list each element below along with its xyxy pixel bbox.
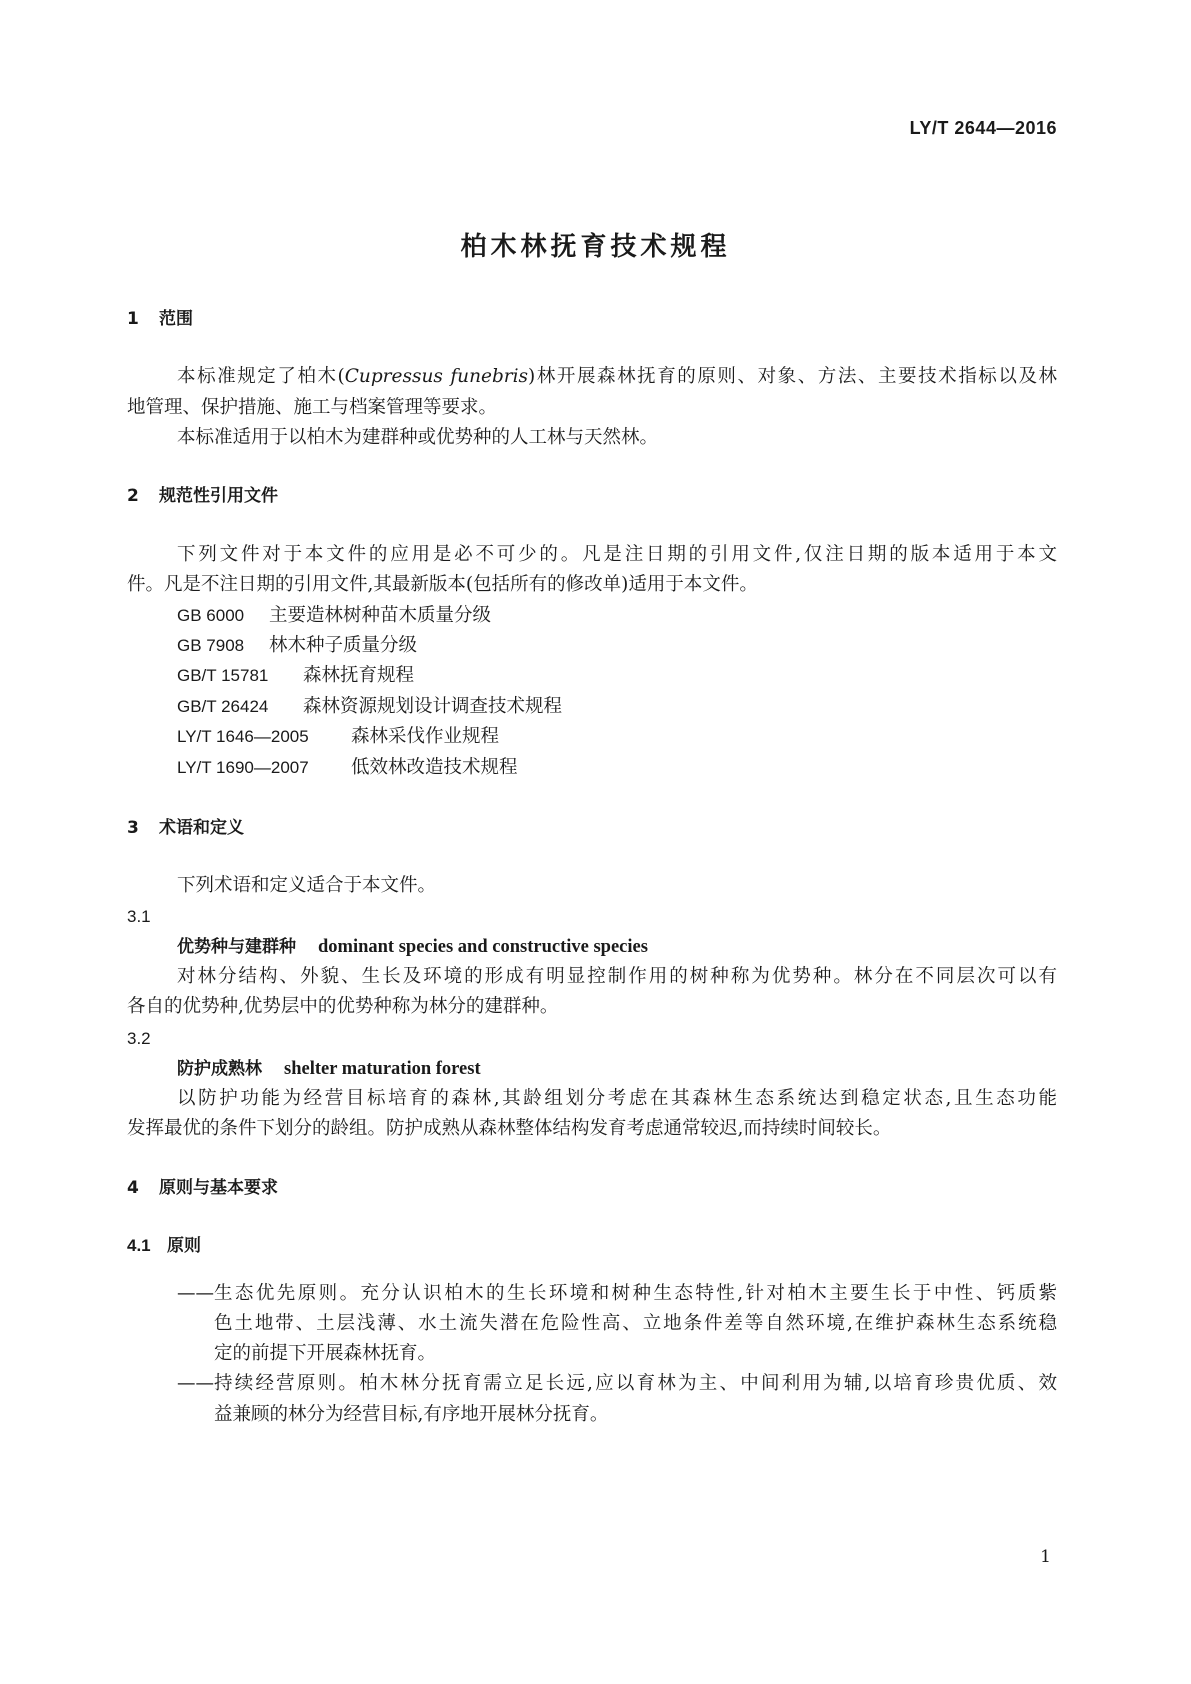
references-intro-line: 下列文件对于本文件的应用是必不可少的。凡是注日期的引用文件,仅注日期的版本适用于本文 — [177, 544, 1057, 565]
page-number: 1 — [1040, 1547, 1051, 1567]
reference-title: 主要造林树种苗木质量分级 — [269, 605, 492, 626]
section-title: 规范性引用文件 — [159, 486, 278, 506]
reference-item — [177, 725, 1057, 749]
term-definition-line: 各自的优势种,优势层中的优势种称为林分的建群种。 — [127, 996, 559, 1017]
species-latin-name: Cupressus funebris — [344, 366, 529, 387]
text-run: )林开展森林抚育的原则、对象、方法、主要技术指标以及林 — [528, 366, 1058, 387]
section-number: 3 — [127, 818, 139, 838]
reference-code: GB/T 15781 — [177, 666, 269, 685]
document-title: 柏木林抚育技术规程 — [460, 232, 731, 262]
principle-line: 持续经营原则。柏木林分抚育需立足长远,应以育林为主、中间利用为辅,以培育珍贵优质、效 — [214, 1373, 1057, 1394]
reference-item — [177, 664, 1057, 688]
term-chinese: 优势种与建群种 — [177, 937, 296, 957]
term-heading — [177, 1057, 1057, 1081]
term-number: 3.1 — [127, 907, 151, 926]
section-title: 术语和定义 — [159, 818, 244, 838]
standard-code: LY/T 2644—2016 — [909, 118, 1057, 138]
scope-paragraph-line: 地管理、保护措施、施工与档案管理等要求。 — [127, 397, 498, 418]
reference-title: 森林资源规划设计调查技术规程 — [303, 696, 563, 717]
subsection-number: 4.1 — [127, 1236, 151, 1255]
reference-code: GB 6000 — [177, 606, 245, 625]
section-number: 1 — [127, 309, 139, 329]
reference-code: GB 7908 — [177, 636, 245, 655]
section-title: 范围 — [159, 309, 193, 329]
term-heading — [177, 935, 1057, 959]
section-number: 4 — [127, 1178, 139, 1198]
term-english: shelter maturation forest — [284, 1059, 481, 1079]
principle-line: 生态优先原则。充分认识柏木的生长环境和树种生态特性,针对柏木主要生长于中性、钙质紫 — [214, 1283, 1057, 1304]
term-definition-line: 对林分结构、外貌、生长及环境的形成有明显控制作用的树种称为优势种。林分在不同层次可以有 — [177, 966, 1057, 987]
reference-title: 林木种子质量分级 — [269, 635, 418, 656]
section-2-heading — [127, 484, 1191, 508]
section-number: 2 — [127, 486, 139, 506]
reference-item — [177, 695, 1057, 719]
section-1-heading — [127, 307, 1191, 331]
section-4-heading — [127, 1176, 1191, 1200]
scope-applicability: 本标准适用于以柏木为建群种或优势种的人工林与天然林。 — [177, 427, 659, 448]
term-number: 3.2 — [127, 1029, 151, 1048]
principle-line: 色土地带、土层浅薄、水土流失潜在危险性高、立地条件差等自然环境,在维护森林生态系统稳 — [214, 1313, 1057, 1334]
reference-title: 低效林改造技术规程 — [351, 757, 518, 778]
references-intro-line: 件。凡是不注日期的引用文件,其最新版本(包括所有的修改单)适用于本文件。 — [127, 574, 758, 595]
reference-code: LY/T 1690—2007 — [177, 758, 309, 777]
principle-line: 益兼顾的林分为经营目标,有序地开展林分抚育。 — [214, 1404, 609, 1425]
reference-title: 森林抚育规程 — [303, 665, 415, 686]
reference-code: LY/T 1646—2005 — [177, 727, 309, 746]
subsection-4-1-heading — [127, 1234, 1191, 1258]
text-run: 本标准规定了柏木( — [177, 366, 345, 387]
subsection-title: 原则 — [167, 1236, 201, 1256]
list-dash: —— — [177, 1283, 214, 1304]
reference-item — [177, 604, 1057, 628]
principle-line: 定的前提下开展森林抚育。 — [214, 1343, 437, 1364]
term-english: dominant species and constructive species — [318, 937, 648, 957]
list-dash: —— — [177, 1373, 214, 1394]
section-title: 原则与基本要求 — [159, 1178, 278, 1198]
term-definition-line: 以防护功能为经营目标培育的森林,其龄组划分考虑在其森林生态系统达到稳定状态,且生态功能 — [177, 1088, 1057, 1109]
terms-intro: 下列术语和定义适合于本文件。 — [177, 875, 437, 896]
term-definition-line: 发挥最优的条件下划分的龄组。防护成熟从森林整体结构发育考虑通常较迟,而持续时间较长。 — [127, 1118, 892, 1139]
scope-paragraph-line — [177, 365, 1057, 389]
reference-item — [177, 634, 1057, 658]
reference-item — [177, 756, 1057, 780]
section-3-heading — [127, 816, 1191, 840]
term-chinese: 防护成熟林 — [177, 1059, 262, 1079]
reference-title: 森林采伐作业规程 — [351, 726, 500, 747]
reference-code: GB/T 26424 — [177, 697, 269, 716]
